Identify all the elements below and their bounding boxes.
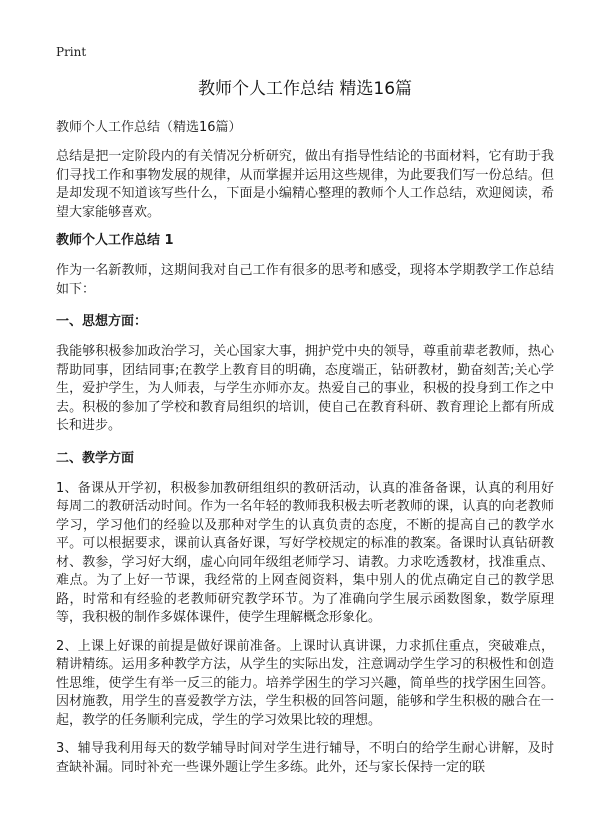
document-subtitle: 教师个人工作总结（精选16篇）	[56, 120, 242, 135]
section-intro-paragraph: 作为一名新教师，这期间我对自己工作有很多的思考和感受，现将本学期教学工作总结如下：	[56, 263, 554, 297]
part1-heading: 一、思想方面：	[56, 314, 148, 329]
part2-paragraph-3: 3、辅导我利用每天的数学辅导时间对学生进行辅导，不明白的给学生耐心讲解，及时查缺补漏。同时补充一些课外题让学生多练。此外，还与家长保持一定的联	[56, 741, 554, 775]
part2-heading: 二、教学方面	[56, 450, 135, 466]
document-content	[56, 76, 554, 787]
part1-paragraph: 我能够积极参加政治学习，关心国家大事，拥护党中央的领导，尊重前辈老教师，热心帮助同事，团结同事;在教学上教育目的明确，态度端正，钻研教材，勤奋刻苦;关心学生，爱护学生，为人师表，与学生亦师亦友。热爱自己的事业，积极的投身到工作之中去。积极的参加了学校和教育局组织的培训，使自己在教育科研、教育理论上都有所成长和进步。	[56, 344, 554, 433]
print-link[interactable]: Print	[56, 45, 87, 59]
intro-paragraph: 总结是把一定阶段内的有关情况分析研究，做出有指导性结论的书面材料，它有助于我们寻找工作和事物发展的规律，从而掌握并运用这些规律，为此要我们写一份总结。但是却发现不知道该写些什么，下面是小编精心整理的教师个人工作总结，欢迎阅读，希望大家能够喜欢。	[56, 149, 554, 220]
page-title: 教师个人工作总结 精选16篇	[197, 79, 413, 99]
part2-paragraph-1: 1、备课从开学初，积极参加教研组组织的教研活动，认真的准备备课，认真的利用好每周二的教研活动时间。作为一名年轻的教师我积极去听老教师的课，认真的向老教师学习，学习他们的经验以及那种对学生的认真负责的态度，不断的提高自己的教学水平。可以根据要求，课前认真备好课，写好学校规定的标准的教案。备课时认真钻研教材、教参，学习好大纲，虚心向同年级组老师学习、请教。力求吃透教材，找准重点、难点。为了上好一节课，我经常的上网查阅资料，集中别人的优点确定自己的教学思路，时常和有经验的老教师研究教学环节。为了准确向学生展示函数图象，数学原理等，我积极的制作多媒体课件，使学生理解概念形象化。	[56, 480, 554, 625]
part2-paragraph-2: 2、上课上好课的前提是做好课前准备。上课时认真讲课，力求抓住重点，突破难点，精讲精练。运用多种教学方法，从学生的实际出发，注意调动学生学习的积极性和创造性思维，使学生有举一反三的能力。培养学困生的学习兴趣，简单些的找学困生回答。因材施教，用学生的喜爱教学方法，学生积极的回答问题，能够和学生积极的融合在一起，教学的任务顺利完成，学生的学习效果比较的理想。	[56, 638, 554, 728]
section-heading: 教师个人工作总结 1	[56, 233, 174, 248]
